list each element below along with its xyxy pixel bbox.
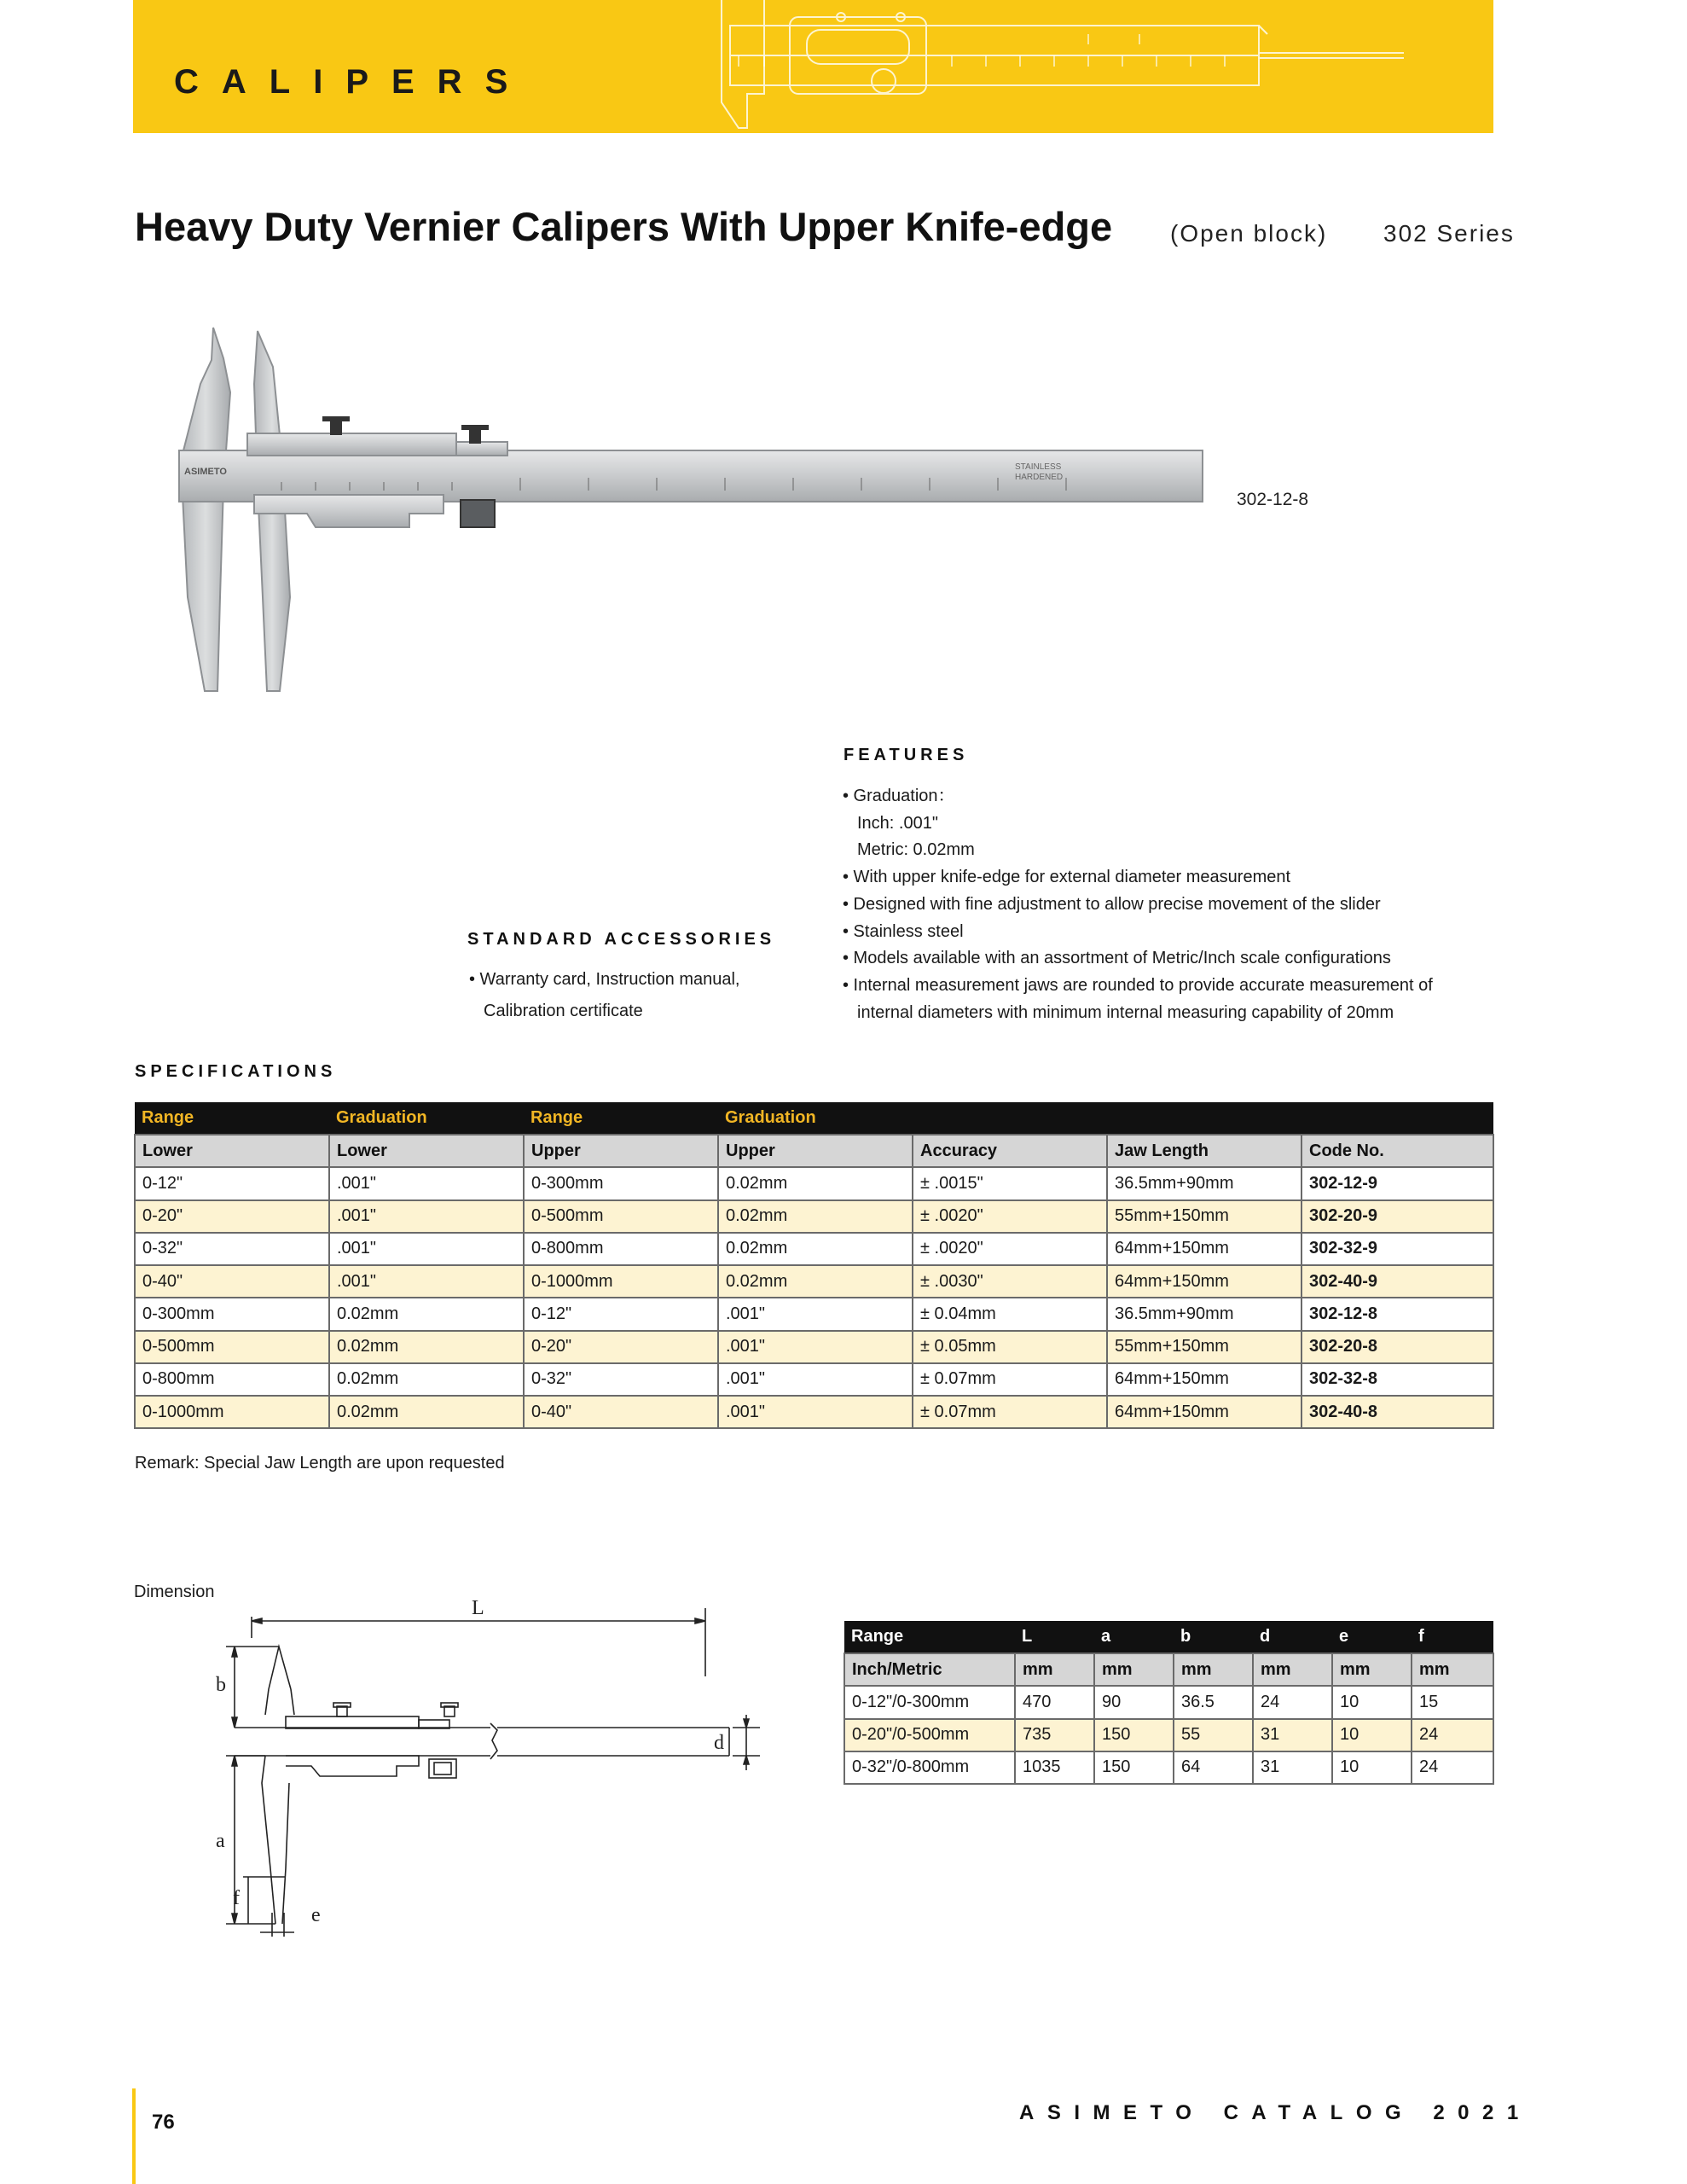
remark-note: Remark: Special Jaw Length are upon requested <box>135 1454 505 1472</box>
table-cell: 0-300mm <box>524 1167 718 1199</box>
stainless-marking: STAINLESS <box>1015 462 1062 472</box>
table-cell: 31 <box>1253 1751 1332 1784</box>
table-header-cell: a <box>1094 1621 1174 1653</box>
table-header-cell: mm <box>1015 1653 1094 1686</box>
table-header-cell: Code No. <box>1301 1135 1493 1167</box>
table-cell: 0-800mm <box>524 1233 718 1265</box>
table-header-cell: Range <box>524 1102 718 1135</box>
table-cell: 36.5mm+90mm <box>1107 1298 1301 1330</box>
table-cell: 24 <box>1412 1719 1493 1751</box>
table-row <box>135 1396 1493 1428</box>
dimension-label-L: L <box>472 1597 484 1619</box>
table-cell: .001" <box>329 1167 524 1199</box>
table-cell: 0-32"/0-800mm <box>844 1751 1015 1784</box>
table-header-cell: Graduation <box>329 1102 524 1135</box>
product-image-caption: 302-12-8 <box>1237 490 1309 509</box>
table-header-cell: Range <box>135 1102 329 1135</box>
dimension-table <box>844 1621 1494 1785</box>
code-number-cell: 302-12-9 <box>1301 1167 1493 1199</box>
list-item: Calibration certificate <box>484 1002 643 1020</box>
table-cell: .001" <box>329 1265 524 1298</box>
table-header-cell: Range <box>844 1621 1015 1653</box>
table-row <box>844 1686 1493 1718</box>
table-row <box>135 1363 1493 1396</box>
table-header-row <box>844 1621 1493 1653</box>
table-cell: 0-300mm <box>135 1298 329 1330</box>
table-header-row <box>135 1102 1493 1135</box>
table-cell: 0-1000mm <box>135 1396 329 1428</box>
table-cell: 0-20" <box>135 1200 329 1233</box>
table-cell: 0-20"/0-500mm <box>844 1719 1015 1751</box>
table-cell: 470 <box>1015 1686 1094 1718</box>
table-cell: 10 <box>1332 1751 1412 1784</box>
table-header-cell: Inch/Metric <box>844 1653 1015 1686</box>
list-item: • With upper knife-edge for external diameter measurement <box>843 868 1291 887</box>
table-cell: 0-12" <box>524 1298 718 1330</box>
table-cell: 64mm+150mm <box>1107 1396 1301 1428</box>
table-cell: 64mm+150mm <box>1107 1233 1301 1265</box>
dimension-label-d: d <box>714 1732 724 1754</box>
list-item: • Warranty card, Instruction manual, <box>469 970 740 989</box>
table-cell: .001" <box>718 1331 913 1363</box>
section-title: CALIPERS <box>174 63 531 101</box>
series-label: 302 Series <box>1383 220 1515 247</box>
footer-accent-bar <box>132 2088 136 2184</box>
caliper-line-art <box>713 0 1412 133</box>
code-number-cell: 302-40-8 <box>1301 1396 1493 1428</box>
table-header-cell: mm <box>1174 1653 1253 1686</box>
table-cell: 64mm+150mm <box>1107 1363 1301 1396</box>
table-cell: 0-32" <box>524 1363 718 1396</box>
table-cell: 0-800mm <box>135 1363 329 1396</box>
code-number-cell: 302-40-9 <box>1301 1265 1493 1298</box>
table-row <box>135 1265 1493 1298</box>
table-header-cell <box>1107 1102 1301 1135</box>
table-cell: 0.02mm <box>329 1363 524 1396</box>
table-cell: 36.5mm+90mm <box>1107 1167 1301 1199</box>
table-cell: 24 <box>1253 1686 1332 1718</box>
table-header-cell: Jaw Length <box>1107 1135 1301 1167</box>
accessories-list <box>469 964 740 1027</box>
list-item: • Models available with an assortment of Metric/Inch scale configurations <box>843 949 1391 968</box>
table-cell: .001" <box>718 1396 913 1428</box>
table-header-cell: Accuracy <box>913 1135 1107 1167</box>
table-cell: 0.02mm <box>329 1396 524 1428</box>
table-header-cell: d <box>1253 1621 1332 1653</box>
table-cell: ± .0015" <box>913 1167 1107 1199</box>
page-title: Heavy Duty Vernier Calipers With Upper Knife-edge <box>135 204 1113 249</box>
table-header-cell: Upper <box>524 1135 718 1167</box>
table-cell: 64 <box>1174 1751 1253 1784</box>
specifications-table <box>134 1102 1494 1429</box>
page-subtitle: (Open block) <box>1170 220 1328 247</box>
table-cell: 0.02mm <box>718 1167 913 1199</box>
dimension-label-a: a <box>216 1830 225 1852</box>
table-subheader-row <box>844 1653 1493 1686</box>
table-cell: 0-12"/0-300mm <box>844 1686 1015 1718</box>
table-cell: ± 0.04mm <box>913 1298 1107 1330</box>
header-banner <box>133 0 1493 133</box>
table-cell: ± 0.07mm <box>913 1363 1107 1396</box>
list-item: • Graduation： <box>843 787 955 805</box>
table-header-cell: L <box>1015 1621 1094 1653</box>
code-number-cell: 302-32-8 <box>1301 1363 1493 1396</box>
table-cell: ± .0020" <box>913 1233 1107 1265</box>
table-row <box>135 1200 1493 1233</box>
table-cell: 24 <box>1412 1751 1493 1784</box>
table-cell: 0-500mm <box>524 1200 718 1233</box>
table-row <box>844 1751 1493 1784</box>
table-header-cell: b <box>1174 1621 1253 1653</box>
code-number-cell: 302-20-8 <box>1301 1331 1493 1363</box>
table-cell: 90 <box>1094 1686 1174 1718</box>
list-item: • Designed with fine adjustment to allow precise movement of the slider <box>843 894 1381 914</box>
table-cell: 150 <box>1094 1719 1174 1751</box>
table-cell: .001" <box>718 1363 913 1396</box>
table-header-cell: mm <box>1412 1653 1493 1686</box>
table-header-cell: Upper <box>718 1135 913 1167</box>
code-number-cell: 302-20-9 <box>1301 1200 1493 1233</box>
table-cell: ± .0020" <box>913 1200 1107 1233</box>
dimension-drawing <box>183 1595 763 1945</box>
table-cell: 0-1000mm <box>524 1265 718 1298</box>
table-cell: 31 <box>1253 1719 1332 1751</box>
table-cell: 0.02mm <box>329 1298 524 1330</box>
table-cell: ± 0.07mm <box>913 1396 1107 1428</box>
table-cell: 64mm+150mm <box>1107 1265 1301 1298</box>
list-item: Inch: .001" <box>857 813 938 833</box>
list-item: • Stainless steel <box>843 921 964 941</box>
specifications-heading: SPECIFICATIONS <box>135 1062 337 1081</box>
list-item: internal diameters with minimum internal measuring capability of 20mm <box>857 1002 1394 1022</box>
hardened-marking: HARDENED <box>1015 473 1064 482</box>
table-cell: .001" <box>329 1200 524 1233</box>
table-cell: 1035 <box>1015 1751 1094 1784</box>
table-cell: 0.02mm <box>329 1331 524 1363</box>
table-cell: 150 <box>1094 1751 1174 1784</box>
table-cell: 10 <box>1332 1686 1412 1718</box>
table-subheader-row <box>135 1135 1493 1167</box>
table-header-cell: mm <box>1253 1653 1332 1686</box>
dimension-label-e: e <box>311 1904 321 1926</box>
table-header-cell <box>1301 1102 1493 1135</box>
table-header-cell: f <box>1412 1621 1493 1653</box>
page-number: 76 <box>152 2111 175 2134</box>
table-cell: 0-32" <box>135 1233 329 1265</box>
table-header-cell <box>913 1102 1107 1135</box>
features-list <box>843 783 1433 1026</box>
table-cell: ± 0.05mm <box>913 1331 1107 1363</box>
table-cell: .001" <box>329 1233 524 1265</box>
table-cell: 55mm+150mm <box>1107 1200 1301 1233</box>
table-cell: 0.02mm <box>718 1200 913 1233</box>
table-row <box>135 1167 1493 1199</box>
features-heading: FEATURES <box>844 746 969 764</box>
table-cell: 55mm+150mm <box>1107 1331 1301 1363</box>
table-cell: 10 <box>1332 1719 1412 1751</box>
table-cell: .001" <box>718 1298 913 1330</box>
table-cell: 0-20" <box>524 1331 718 1363</box>
catalog-footer: ASIMETO CATALOG 2021 <box>1019 2101 1532 2124</box>
table-row <box>135 1298 1493 1330</box>
table-cell: 0-40" <box>135 1265 329 1298</box>
list-item: • Internal measurement jaws are rounded to provide accurate measurement of <box>843 975 1433 995</box>
code-number-cell: 302-12-8 <box>1301 1298 1493 1330</box>
list-item: Metric: 0.02mm <box>857 840 975 860</box>
table-header-cell: Lower <box>135 1135 329 1167</box>
table-cell: 0.02mm <box>718 1233 913 1265</box>
accessories-heading: STANDARD ACCESSORIES <box>467 930 776 949</box>
table-header-cell: mm <box>1094 1653 1174 1686</box>
table-header-cell: Lower <box>329 1135 524 1167</box>
table-cell: 36.5 <box>1174 1686 1253 1718</box>
table-header-cell: Graduation <box>718 1102 913 1135</box>
table-cell: 0-12" <box>135 1167 329 1199</box>
table-header-cell: mm <box>1332 1653 1412 1686</box>
dimension-label-b: b <box>216 1674 226 1696</box>
table-cell: ± .0030" <box>913 1265 1107 1298</box>
table-cell: 0-500mm <box>135 1331 329 1363</box>
code-number-cell: 302-32-9 <box>1301 1233 1493 1265</box>
brand-marking: ASIMETO <box>184 467 227 477</box>
table-cell: 15 <box>1412 1686 1493 1718</box>
table-cell: 0-40" <box>524 1396 718 1428</box>
caliper-product-image <box>154 316 1228 725</box>
table-header-cell: e <box>1332 1621 1412 1653</box>
table-cell: 55 <box>1174 1719 1253 1751</box>
dimension-label-f: f <box>233 1887 240 1909</box>
table-row <box>135 1331 1493 1363</box>
table-cell: 735 <box>1015 1719 1094 1751</box>
table-cell: 0.02mm <box>718 1265 913 1298</box>
table-row <box>135 1233 1493 1265</box>
table-row <box>844 1719 1493 1751</box>
dimension-label: Dimension <box>134 1583 215 1601</box>
